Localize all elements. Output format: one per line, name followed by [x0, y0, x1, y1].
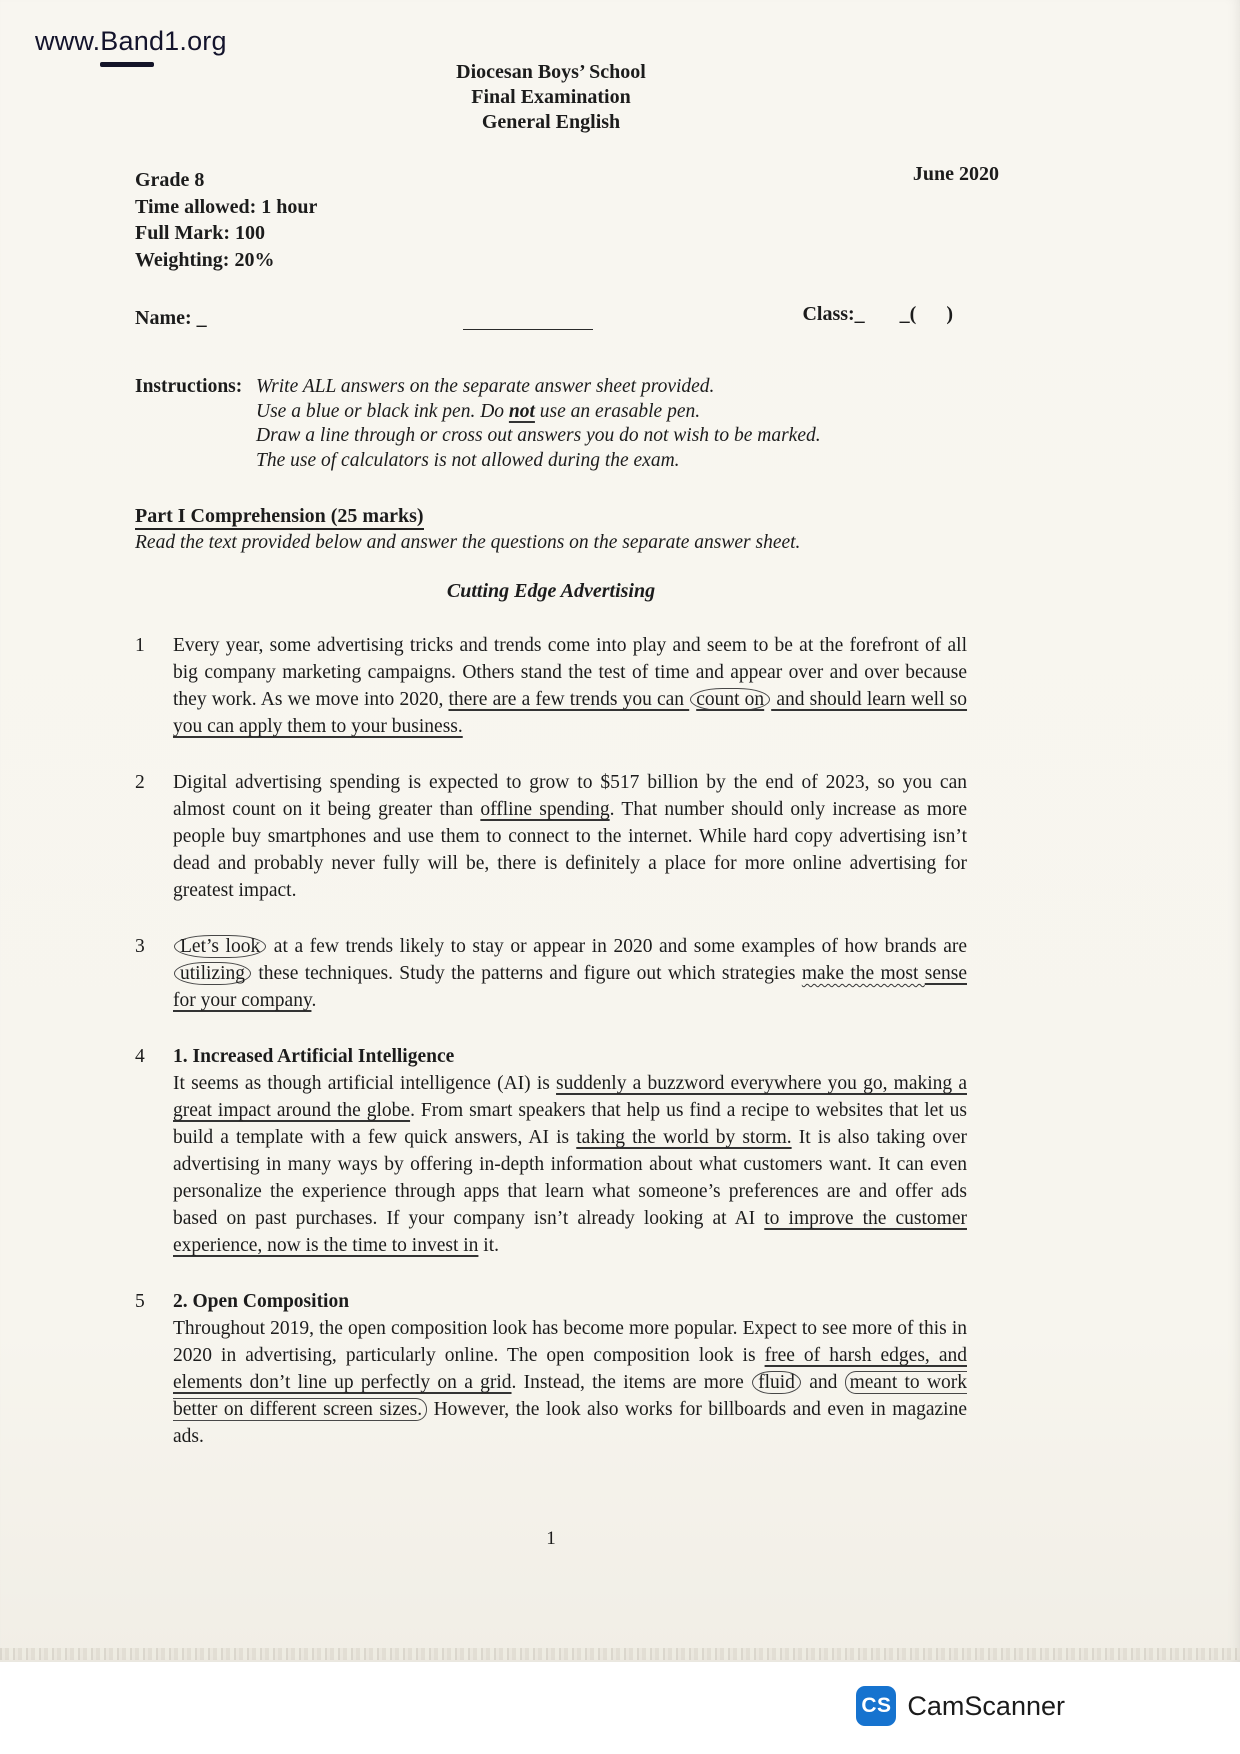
paragraph-number: 2: [135, 772, 145, 793]
instructions-lines: [256, 375, 821, 473]
camscanner-label: CamScanner: [907, 1690, 1065, 1721]
name-blank-line: [463, 329, 593, 330]
passage-title: Cutting Edge Advertising: [446, 580, 656, 602]
paragraph-text: Digital advertising spending is expected to grow to $517 billion by the end of 2023, so you can almost count on it being greater than offline spending. That number should only increase as more people buy smartphones and use them to connect to the internet. While hard copy advertising isn’t dead and probably never fully will be, there is definitely a place for more online advertising for greatest impact.: [173, 772, 967, 901]
exam-meta: [135, 163, 999, 273]
class-field: [802, 303, 953, 326]
exam-meta-left: [135, 167, 967, 273]
grade-label: Grade 8: [135, 169, 205, 191]
part1-heading: Part I Comprehension (25 marks): [135, 505, 967, 528]
time-allowed-label: Time allowed: 1 hour: [135, 195, 318, 218]
instructions-label: Instructions:: [135, 376, 243, 397]
instruction-line: The use of calculators is not allowed during the exam.: [256, 449, 680, 471]
exam-title: Final Examination: [471, 86, 631, 108]
paragraph-3: [135, 933, 967, 1014]
paragraph-text: Let’s look at a few trends likely to stay or appear in 2020 and some examples of how brands are utilizing these techniques. Study the patterns and figure out which strategies make the most sense for your company.: [173, 936, 967, 1011]
instruction-line: Draw a line through or cross out answers you do not wish to be marked.: [256, 425, 821, 446]
paragraph-number: 5: [135, 1291, 145, 1312]
paragraph-number: 3: [135, 936, 145, 957]
class-blank: _( ): [899, 303, 953, 325]
paragraph-5: [135, 1288, 967, 1450]
section-heading: 1. Increased Artificial Intelligence: [173, 1046, 455, 1067]
instruction-line: Write ALL answers on the separate answer sheet provided.: [256, 376, 715, 397]
section-heading: 2. Open Composition: [173, 1291, 350, 1312]
section-text: It seems as though artificial intelligence (AI) is suddenly a buzzword everywhere you go, making a great impact around the globe. From smart speakers that help us find a recipe to websites that let us build a template with a few quick answers, AI is taking the world by storm. It is also taking over advertising in many ways by offering in-depth information about what customers want. It can even personalize the experience through apps that learn what someone’s preferences are and offer ads based on past purchases. If your company isn’t already looking at AI to improve the customer experience, now is the time to invest in it.: [173, 1073, 967, 1256]
section-text: Throughout 2019, the open composition look has become more popular. Expect to see more of this in 2020 in advertising, particularly online. The open composition look is free of harsh edges, and elements don’t line up perfectly on a grid. Instead, the items are more fluid and meant to work better on different screen sizes. However, the look also works for billboards and even in magazine ads.: [173, 1318, 968, 1447]
name-label: Name: _: [135, 307, 207, 329]
band1-watermark: www.Band1.org: [35, 26, 227, 56]
exam-title-block: [135, 0, 967, 135]
paragraph-text: Every year, some advertising tricks and trends come into play and seem to be at the forefront of all big company marketing campaigns. Others stand the test of time and appear over and over because they work. As we move into 2020, there are a few trends you can count on and should learn well so you can apply them to your business.: [173, 635, 968, 737]
paragraph-1: [135, 632, 967, 740]
camscanner-logo-icon: CS: [856, 1686, 896, 1726]
camscanner-watermark: [856, 1686, 1065, 1726]
class-label: Class:_: [802, 303, 865, 325]
paragraph-number: 1: [135, 635, 145, 656]
weighting-label: Weighting: 20%: [135, 248, 275, 271]
instruction-line: Use a blue or black ink pen. Do not use an erasable pen.: [256, 400, 701, 422]
page-number: 1: [546, 1528, 556, 1549]
name-class-row: [135, 303, 967, 339]
instructions-block: [135, 375, 967, 473]
paragraph-4: [135, 1043, 967, 1259]
paragraph-number: 4: [135, 1046, 145, 1067]
exam-subject: General English: [481, 111, 621, 133]
school-name: Diocesan Boys’ School: [456, 61, 646, 83]
paragraph-2: [135, 769, 967, 904]
paragraph-text: [173, 1043, 967, 1259]
part1-subheading: Read the text provided below and answer the questions on the separate answer sheet.: [135, 532, 801, 553]
paragraph-text: [173, 1288, 967, 1450]
exam-date: June 2020: [912, 163, 999, 185]
page-content: [135, 0, 999, 1550]
scan-edge-artifact: [0, 1648, 1240, 1660]
full-mark-label: Full Mark: 100: [135, 222, 265, 244]
